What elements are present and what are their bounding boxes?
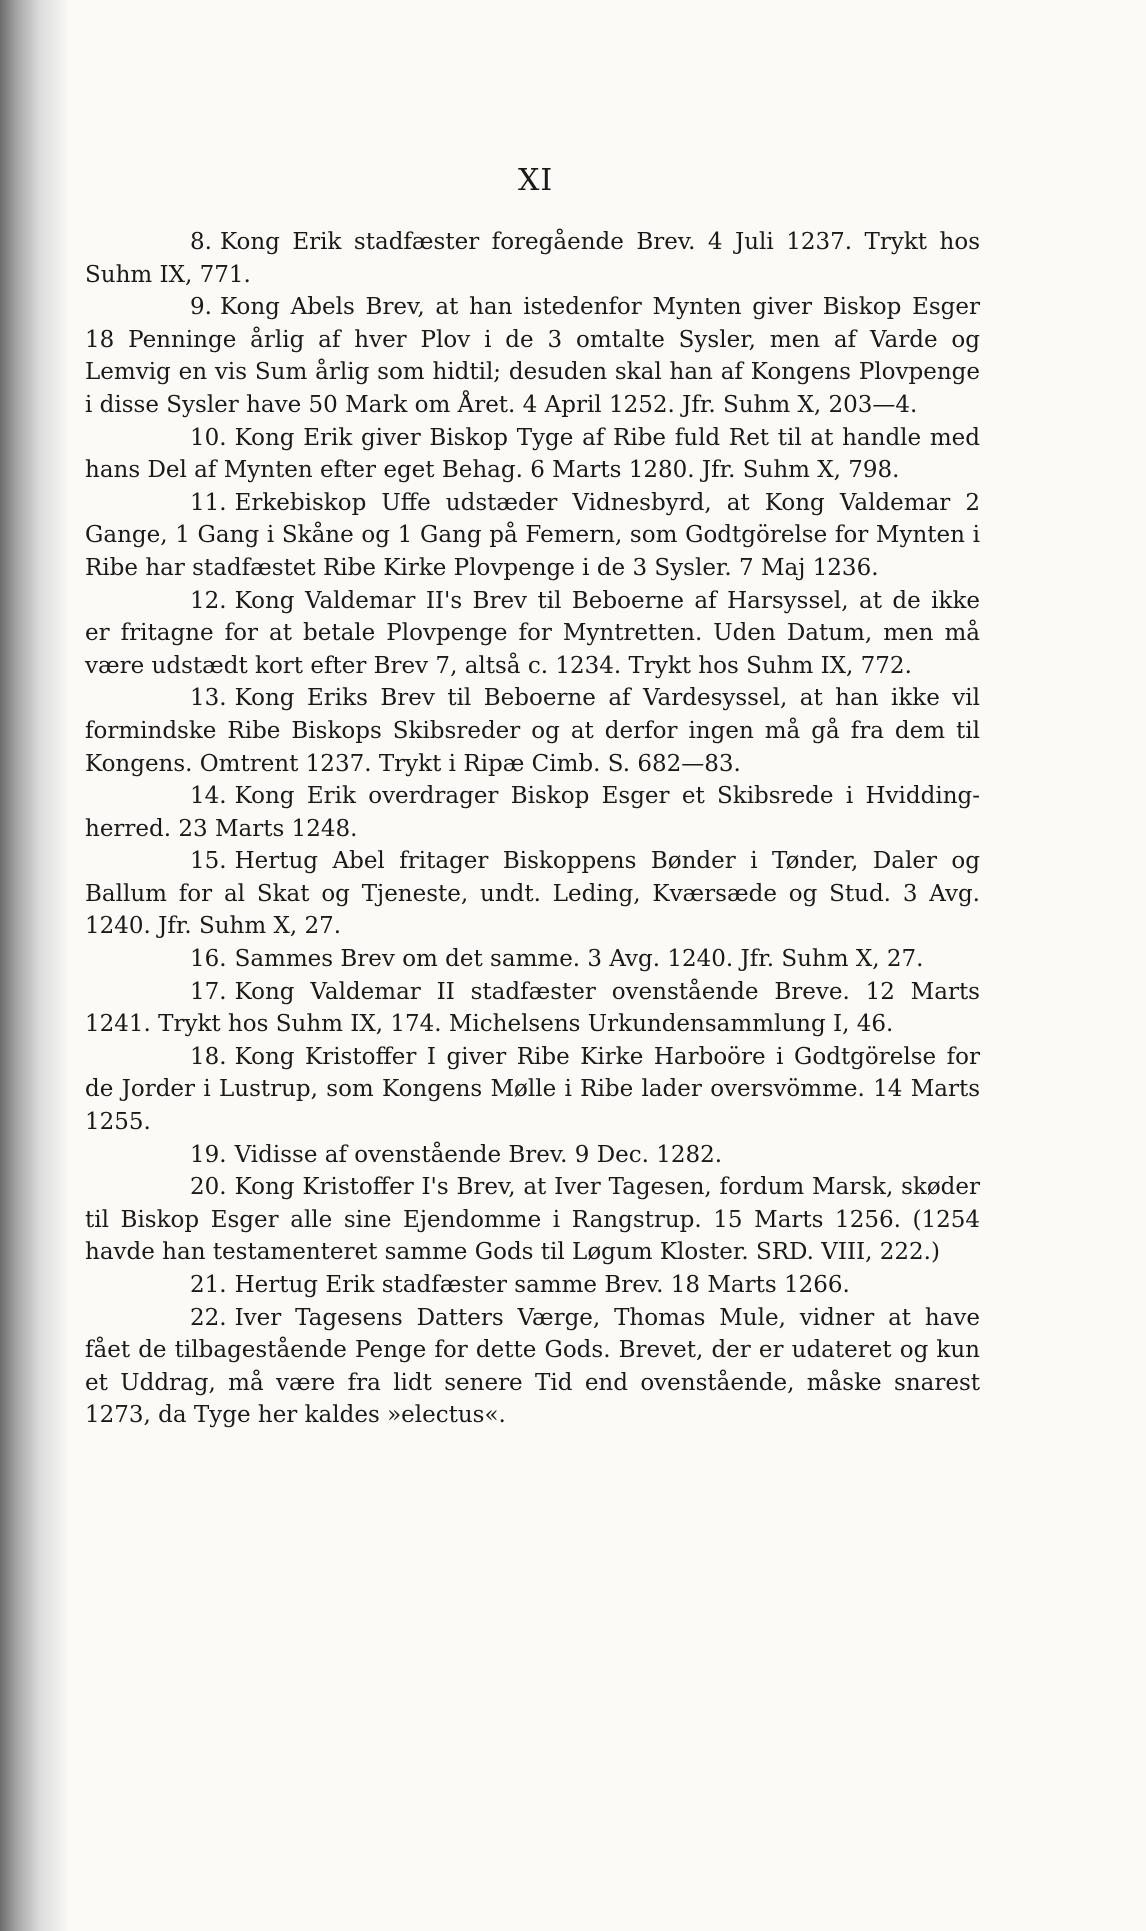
- page-number: XI: [518, 163, 554, 198]
- entry-number: 8.: [190, 229, 212, 255]
- entry-text: Hertug Erik stadfæster samme Brev. 18 Marts 1266.: [234, 1272, 850, 1298]
- entry-number: 10.: [190, 424, 227, 451]
- entry-12: [85, 585, 980, 683]
- entry-22: [85, 1302, 980, 1432]
- entry-number: 15.: [190, 848, 227, 875]
- entry-number: 19.: [190, 1141, 227, 1168]
- entry-11: [85, 487, 980, 585]
- entry-text: Kong Valdemar II stadfæster ovenstående Breve. 12 Marts 1241. Trykt hos Suhm IX, 174. Michelsens Urkundensammlung I, 46.: [85, 978, 980, 1038]
- entry-17: [85, 976, 980, 1041]
- entry-text: Kong Eriks Brev til Beboerne af Vardesyssel, at han ikke vil formindske Ribe Biskops Skibsreder og at derfor ingen må gå fra dem til Kongens. Omtrent 1237. Trykt i Ripæ Cimb. S. 682—83.: [85, 685, 980, 777]
- entry-8: [85, 226, 980, 291]
- entry-list: [85, 226, 980, 1432]
- entry-number: 21.: [190, 1272, 227, 1298]
- entry-text: Kong Valdemar II's Brev til Beboerne af Harsyssel, at de ikke er fritagne for at betale Plovpenge for Myntretten. Uden Datum, men må være udstædt kort efter Brev 7, altså c. 1234. Trykt hos Suhm IX, 772.: [85, 587, 980, 679]
- entry-text: Kong Erik giver Biskop Tyge af Ribe fuld Ret til at handle med hans Del af Mynten efter eget Behag. 6 Marts 1280. Jfr. Suhm X, 798.: [85, 424, 980, 484]
- entry-18: [85, 1041, 980, 1139]
- entry-number: 11.: [190, 489, 227, 516]
- entry-number: 20.: [190, 1174, 227, 1201]
- entry-13: [85, 682, 980, 780]
- entry-number: 12.: [190, 587, 227, 614]
- entry-text: Hertug Abel fritager Biskoppens Bønder i Tønder, Daler og Ballum for al Skat og Tjeneste, undt. Leding, Kværsæde og Stud. 3 Avg. 1240. Jfr. Suhm X, 27.: [85, 848, 980, 940]
- entry-text: Erkebiskop Uffe udstæder Vidnesbyrd, at Kong Valdemar 2 Gange, 1 Gang i Skåne og 1 Gang på Femern, som Godtgörelse for Mynten i Ribe har stadfæstet Ribe Kirke Plovpenge i de 3 Sysler. 7 Maj 1236.: [85, 489, 980, 581]
- entry-text: Kong Kristoffer I giver Ribe Kirke Harboöre i Godtgörelse for de Jorder i Lustrup, som Kongens Mølle i Ribe lader oversvömme. 14 Marts 1255.: [85, 1043, 980, 1136]
- entry-number: 13.: [190, 685, 227, 712]
- entry-text: Kong Kristoffer I's Brev, at Iver Tagesen, fordum Marsk, skøder til Biskop Esger alle sine Ejendomme i Rangstrup. 15 Marts 1256. (1254 havde han testamenteret samme Gods til Løgum Kloster. SRD. VIII, 222.): [85, 1174, 980, 1266]
- entry-9: [85, 291, 980, 421]
- entry-number: 16.: [190, 946, 227, 973]
- entry-14: [85, 780, 980, 845]
- entry-text: Kong Erik stadfæster foregående Brev. 4 Juli 1237. Trykt hos Suhm IX, 771.: [85, 229, 980, 288]
- entry-20: [85, 1171, 980, 1269]
- entry-19: [85, 1139, 980, 1172]
- page-gutter-shadow: [0, 0, 70, 1931]
- entry-number: 22.: [190, 1304, 227, 1331]
- entry-number: 14.: [190, 783, 227, 810]
- entry-text: Kong Abels Brev, at han istedenfor Mynten giver Biskop Esger 18 Penninge årlig af hver Plov i de 3 omtalte Sysler, men af Varde og Lemvig en vis Sum årlig som hidtil; desuden skal han af Kongens Plovpenge i disse Sysler have 50 Mark om Året. 4 April 1252. Jfr. Suhm X, 203—4.: [85, 294, 980, 418]
- entry-16: [85, 943, 980, 976]
- entry-10: [85, 422, 980, 487]
- entry-number: 18.: [190, 1043, 227, 1070]
- entry-text: Iver Tagesens Datters Værge, Thomas Mule, vidner at have fået de tilbagestående Penge for dette Gods. Brevet, der er udateret og kun et Uddrag, må være fra lidt senere Tid end ovenstående, måske snarest 1273, da Tyge her kaldes »electus«.: [85, 1304, 980, 1429]
- entry-text: Kong Erik overdrager Biskop Esger et Skibsrede i Hvidding-herred. 23 Marts 1248.: [85, 783, 980, 842]
- entry-number: 9.: [190, 294, 212, 321]
- entry-text: Vidisse af ovenstående Brev. 9 Dec. 1282.: [234, 1141, 723, 1168]
- entry-15: [85, 845, 980, 943]
- entry-text: Sammes Brev om det samme. 3 Avg. 1240. Jfr. Suhm X, 27.: [234, 946, 924, 973]
- entry-number: 17.: [190, 978, 227, 1005]
- entry-21: [85, 1269, 980, 1302]
